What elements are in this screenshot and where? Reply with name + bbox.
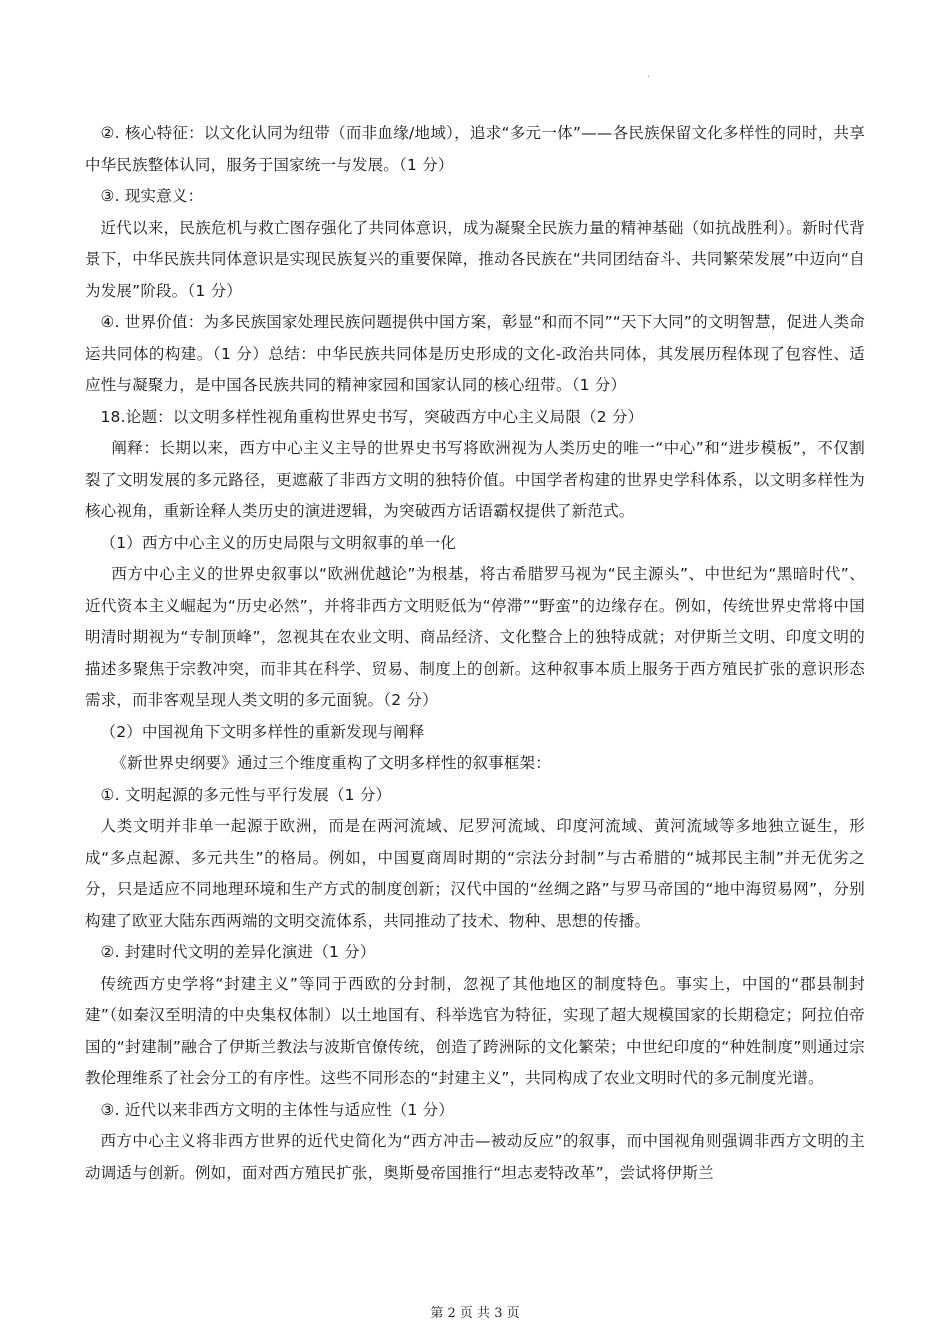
paragraph: ②. 核心特征：以文化认同为纽带（而非血缘/地域），追求“多元一体”——各民族保留文化多样性的同时，共享中华民族整体认同，服务于国家统一与发展。（1 分） <box>85 124 865 174</box>
paragraph: 人类文明并非单一起源于欧洲，而是在两河流域、尼罗河流域、印度河流域、黄河流域等多地独立诞生，形成“多点起源、多元共生”的格局。例如，中国夏商周时期的“宗法分封制”与古希腊的“城邦民主制”并无优劣之分，只是适应不同地理环境和生产方式的制度创新；汉代中国的“丝绸之路”与罗马帝国的“地中海贸易网”，分别构建了欧亚大陆东西两端的文明交流体系，共同推动了技术、物种、思想的传播。 <box>85 817 865 930</box>
point-heading: ③. 近代以来非西方文明的主体性与适应性（1 分） <box>100 1100 455 1119</box>
paragraph: 阐释：长期以来，西方中心主义主导的世界史书写将欧洲视为人类历史的唯一“中心”和“进步模板”，不仅割裂了文明发展的多元路径，更遮蔽了非西方文明的独特价值。中国学者构建的世界史学科体系，以文明多样性为核心视角，重新诠释人类历史的演进逻辑，为突破西方话语霸权提供了新范式。 <box>85 439 865 520</box>
paragraph: 近代以来，民族危机与救亡图存强化了共同体意识，成为凝聚全民族力量的精神基础（如抗战胜利）。新时代背景下，中华民族共同体意识是实现民族复兴的重要保障，推动各民族在“共同团结奋斗、共同繁荣发展”中迈向“自为发展”阶段。（1 分） <box>85 218 865 300</box>
paragraph: ③. 现实意义： <box>100 187 204 205</box>
point-heading: ①. 文明起源的多元性与平行发展（1 分） <box>100 785 392 804</box>
paragraph: 《新世界史纲要》通过三个维度重构了文明多样性的叙事框架： <box>111 754 551 772</box>
subsection-heading: （2）中国视角下文明多样性的重新发现与阐释 <box>100 722 425 741</box>
page-footer: 第 2 页 共 3 页 <box>430 1306 520 1321</box>
header-mark: · <box>647 72 651 83</box>
paragraph: 西方中心主义的世界史叙事以“欧洲优越论”为根基，将古希腊罗马视为“民主源头”、中世纪为“黑暗时代”、近代资本主义崛起为“历史必然”，并将非西方文明贬低为“停滞”“野蛮”的边缘存在。例如，传统世界史常将中国明清时期视为“专制顶峰”，忽视其在农业文明、商品经济、文化整合上的独特成就；对伊斯兰文明、印度文明的描述多聚焦于宗教冲突，而非其在科学、贸易、制度上的创新。这种叙事本质上服务于西方殖民扩张的意识形态需求，而非客观呈现人类文明的多元面貌。（2 分） <box>85 565 865 709</box>
section-heading: 18.论题：以文明多样性视角重构世界史书写，突破西方中心主义局限（2 分） <box>100 407 644 426</box>
paragraph: ④. 世界价值：为多民族国家处理民族问题提供中国方案，彰显“和而不同”“天下大同”的文明智慧，促进人类命运共同体的构建。（1 分）总结：中华民族共同体是历史形成的文化-政治共同体，其发展历程体现了包容性、适应性与凝聚力，是中国各民族共同的精神家园和国家认同的核心纽带。（1 分） <box>85 313 865 394</box>
paragraph: 西方中心主义将非西方世界的近代史简化为“西方冲击—被动反应”的叙事，而中国视角则强调非西方文明的主动调适与创新。例如，面对西方殖民扩张，奥斯曼帝国推行“坦志麦特改革”，尝试将伊斯兰 <box>85 1132 865 1182</box>
paragraph: 传统西方史学将“封建主义”等同于西欧的分封制，忽视了其他地区的制度特色。事实上，中国的“郡县制封建”（如秦汉至明清的中央集权体制）以土地国有、科举选官为特征，实现了超大规模国家的长期稳定；阿拉伯帝国的“封建制”融合了伊斯兰教法与波斯官僚传统，创造了跨洲际的文化繁荣；中世纪印度的“种姓制度”则通过宗教伦理维系了社会分工的有序性。这些不同形态的“封建主义”，共同构成了农业文明时代的多元制度光谱。 <box>85 974 865 1087</box>
point-heading: ②. 封建时代文明的差异化演进（1 分） <box>100 943 376 961</box>
subsection-heading: （1）西方中心主义的历史局限与文明叙事的单一化 <box>100 533 456 552</box>
document-body <box>85 118 865 1189</box>
